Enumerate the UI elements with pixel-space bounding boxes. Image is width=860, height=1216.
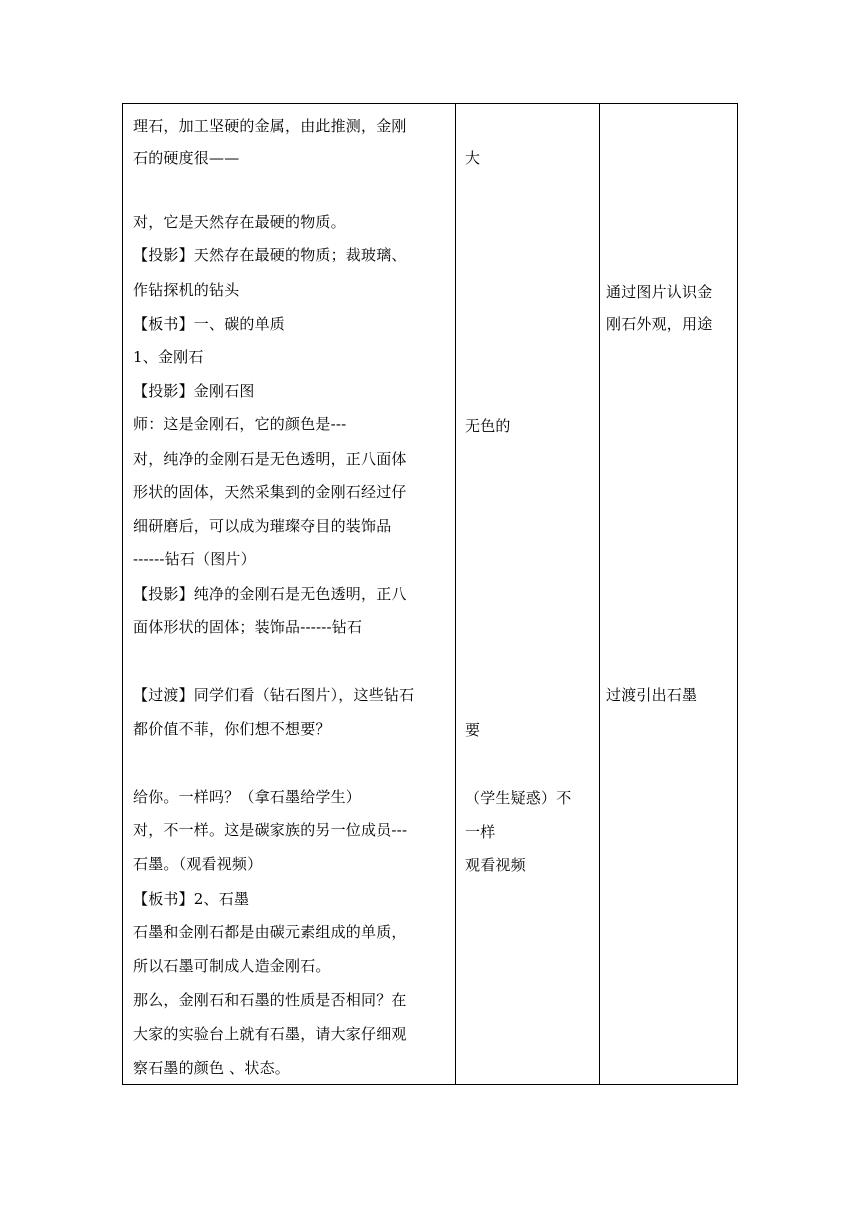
- student-line: 一样: [465, 823, 496, 841]
- teacher-line: 【板书】一、碳的单质: [133, 315, 286, 333]
- teacher-line: 大家的实验台上就有石墨，请大家仔细观: [133, 1025, 407, 1043]
- teacher-line: 石墨和金刚石都是由碳元素组成的单质，: [133, 923, 407, 941]
- teacher-line: 【板书】2、石墨: [133, 890, 250, 908]
- intent-line: 通过图片认识金: [606, 283, 713, 301]
- teacher-line: 【投影】天然存在最硬的物质；裁玻璃、: [133, 246, 407, 264]
- teacher-line: 都价值不菲，你们想不想要？: [133, 720, 331, 738]
- teacher-line: 对，它是天然存在最硬的物质。: [133, 213, 346, 231]
- teacher-line: 【投影】金刚石图: [133, 382, 255, 400]
- teacher-line: 作钻探机的钻头: [133, 281, 240, 299]
- teacher-line: 【投影】纯净的金刚石是无色透明，正八: [133, 585, 407, 603]
- lesson-plan-table: [122, 103, 738, 1085]
- student-line: 观看视频: [465, 856, 526, 874]
- teacher-line: 面体形状的固体；装饰品------钻石: [133, 618, 363, 636]
- teacher-line: 对，不一样。这是碳家族的另一位成员---: [133, 821, 408, 839]
- teacher-line: 那么，金刚石和石墨的性质是否相同？在: [133, 991, 407, 1009]
- column-divider-2: [599, 104, 600, 1084]
- column-divider-1: [455, 104, 456, 1084]
- teacher-line: 给你。一样吗？（拿石墨给学生）: [133, 788, 362, 806]
- teacher-line: 细研磨后，可以成为璀璨夺目的装饰品: [133, 517, 392, 535]
- teacher-line: 【过渡】同学们看（钻石图片），这些钻石: [133, 686, 415, 704]
- teacher-line: 形状的固体，天然采集到的金刚石经过仔: [133, 483, 407, 501]
- teacher-line: 理石，加工坚硬的金属，由此推测，金刚: [133, 117, 407, 135]
- teacher-line: 察石墨的颜色 、状态。: [133, 1059, 290, 1077]
- student-line: （学生疑惑）不: [465, 789, 572, 807]
- intent-line: 刚石外观，用途: [606, 315, 713, 333]
- teacher-line: 1、金刚石: [133, 348, 204, 366]
- teacher-line: 石的硬度很——: [133, 149, 240, 167]
- teacher-line: 师：这是金刚石，它的颜色是---: [133, 415, 347, 433]
- teacher-line: ------钻石（图片）: [133, 550, 256, 568]
- student-line: 要: [465, 721, 481, 739]
- student-line: 无色的: [465, 417, 511, 435]
- student-line: 大: [465, 149, 481, 167]
- intent-line: 过渡引出石墨: [606, 686, 698, 704]
- teacher-line: 所以石墨可制成人造金刚石。: [133, 957, 331, 975]
- teacher-line: 对，纯净的金刚石是无色透明，正八面体: [133, 450, 407, 468]
- teacher-line: 石墨。（观看视频）: [133, 855, 263, 873]
